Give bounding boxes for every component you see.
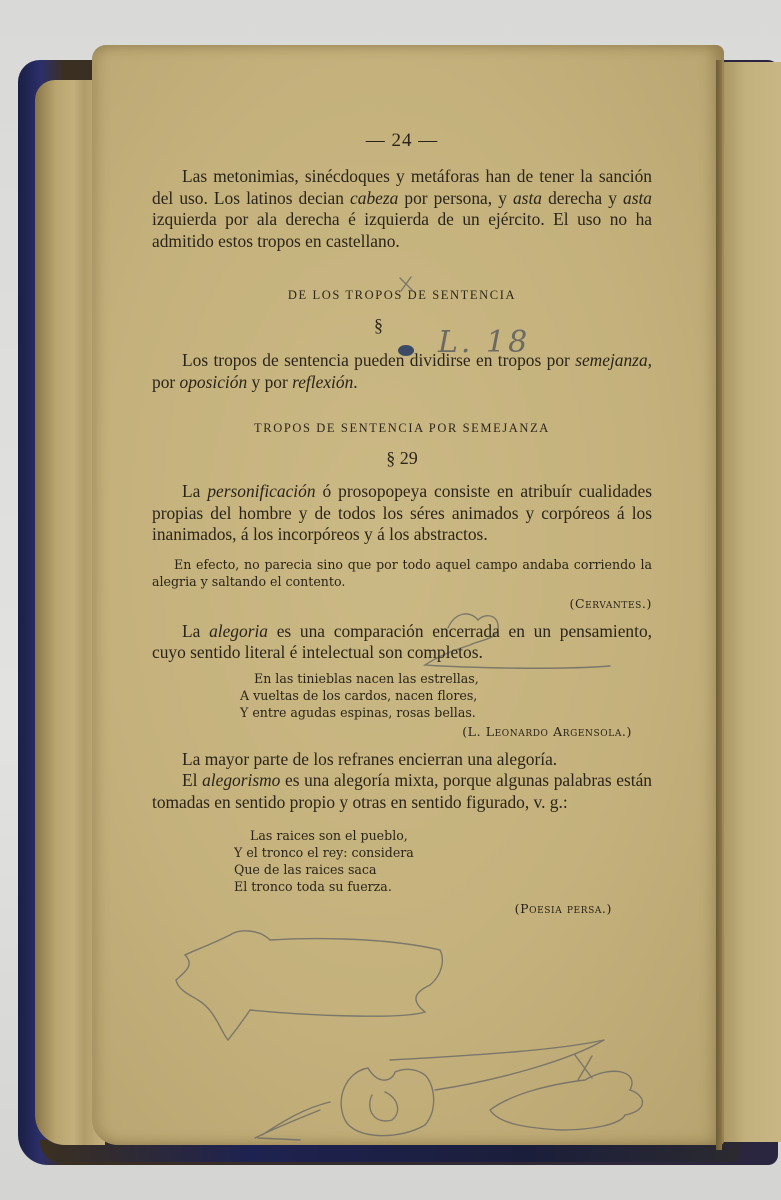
text: derecha y [541,187,623,208]
italic-term: oposición [179,371,248,392]
text: La [182,481,208,501]
italic-term: reflexión [292,371,354,392]
text: La [182,620,210,641]
text: El [182,770,203,790]
facing-page [722,62,781,1142]
text: es una comparación encerrada en un pensamiento, cuyo sentido literal é intelectual son completos. [152,620,652,662]
paragraph-alegoria [152,621,652,664]
verse-line: Las raices son el pueblo, [250,828,408,843]
page-number: — 24 — [365,130,439,151]
paragraph-refranes: La mayor parte de los refranes encierran una alegoría. [182,748,558,769]
section-number: § 29 [386,448,418,468]
paragraph-personificacion [152,481,652,546]
verse-line: El tronco toda su fuerza. [234,879,392,894]
attribution-poesia-persa: (Poesia persa.) [514,901,612,916]
italic-term: personificación [207,481,316,501]
italic-term: alegorismo [202,770,281,790]
text: izquierda por ala derecha é izquierda de un ejército. El uso no ha admitido estos tropos en castellano. [152,209,652,251]
section-heading-por-semejanza: TROPOS DE SENTENCIA POR SEMEJANZA [254,421,550,435]
text: Las metonimias, sinécdoques y metáforas han de tener la sanción del uso. Los latinos decian [152,166,652,208]
text: . [353,371,358,392]
page-text [152,130,652,916]
section-heading-tropos-de-sentencia: DE LOS TROPOS DE SENTENCIA [287,288,517,302]
attribution-cervantes: (Cervantes.) [569,595,652,611]
attribution-argensola: (L. Leonardo Argensola.) [462,723,632,739]
text: por [152,371,180,392]
text: es una alegoría mixta, porque algunas palabras están tomadas en sentido propio y otras en sentido figurado, v. g.: [152,770,652,812]
text: y por [247,371,293,392]
verse-line: Que de las raices saca [234,862,377,877]
text: por persona, y [398,187,513,208]
italic-term: semejanza, [575,350,652,370]
section-symbol: § [374,315,383,335]
verse-argensola [152,670,652,721]
paragraph-tropos-division [152,350,652,393]
quote-cervantes: En efecto, no parecia sino que por todo aquel campo andaba corriendo la alegria y saltando el contento. [152,556,652,589]
text: ó prosopopeya consiste en atribuír cualidades propias del hombre y de todos los séres animados y corpóreos á los inanimados, á los incorpóreos y á los abstractos. [152,481,652,544]
paragraph-alegorismo [152,770,652,813]
verse-line: En las tinieblas nacen las estrellas, [254,670,479,686]
text: Los tropos de sentencia pueden dividirse en tropos por [182,350,576,370]
verse-line: Y el tronco el rey: considera [234,845,414,860]
section-mark [152,315,652,336]
handwritten-section-note: L. 18 [438,325,531,360]
verse-line: Y entre agudas espinas, rosas bellas. [240,704,476,720]
italic-term: alegoria [209,620,268,641]
verse-line: A vueltas de los cardos, nacen flores, [240,687,478,703]
italic-term: asta [512,187,542,208]
page-gutter [716,60,722,1150]
paragraph-metonimias [152,166,652,252]
italic-term: asta [623,187,652,208]
verse-poesia-persa [152,827,652,895]
italic-term: cabeza [350,187,399,208]
